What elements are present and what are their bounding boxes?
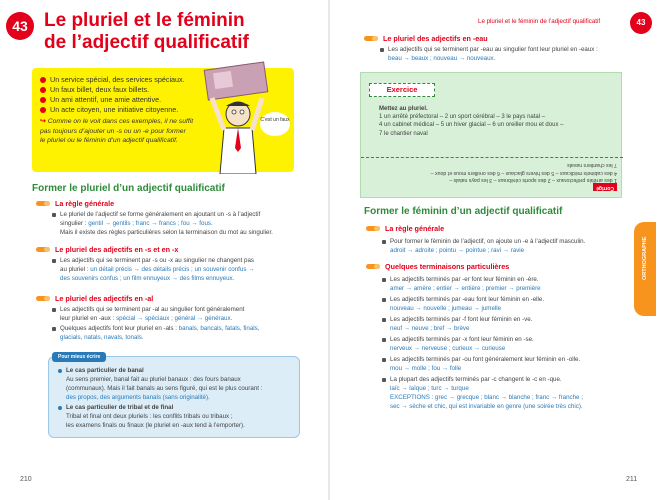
- intro-line: Un ami attentif, une amie attentive.: [40, 95, 286, 105]
- square-bullet-icon: [52, 259, 56, 263]
- square-bullet-icon: [382, 240, 386, 244]
- side-tab-label: ORTHOGRAPHE: [642, 236, 648, 280]
- plural-als-text: Quelques adjectifs font leur pluriel en -als : banals, bancals, fatals, finals, glacials, natals, navals, tonals.: [60, 325, 260, 341]
- exercise-title: Exercice: [369, 83, 435, 97]
- exercise-question: Mettez au pluriel. 1 un arrêté préfectoral – 2 un sport cérébral – 3 le pays natal – 4 un cabinet médical – 5 un hiver glacial – 6 un oreiller mou et doux – 7 le chantier naval: [379, 106, 564, 137]
- arrow-icon: ↪: [40, 118, 46, 125]
- intro-line: Un service spécial, des services spéciaux.: [40, 75, 286, 85]
- tip-text-banal: Au sens premier, banal fait au pluriel banaux : des fours banaux (communaux). Mais il fait banals au sens figuré, qui est le plus courant : des propos, des arguments banals (sans originalité).: [66, 376, 263, 401]
- chapter-number-badge: 43: [6, 12, 34, 40]
- section-title-plural: Former le pluriel d’un adjectif qualificatif: [32, 183, 225, 194]
- rule-general-heading: La règle générale: [36, 199, 114, 208]
- intro-line: Un faux billet, deux faux billets.: [40, 85, 286, 95]
- square-bullet-icon: [382, 338, 386, 342]
- feminine-rule-text: Pour former le féminin de l’adjectif, on ajoute un -e à l’adjectif masculin. adroit → adroite ; pointu → pointue ; ravi → ravie: [390, 238, 586, 254]
- ending-c-text: La plupart des adjectifs terminés par -c changent le -c en -que. laïc → laïque ; turc → turque EXCEPTIONS : grec → grecque ; blanc → blanche ; franc → franche ; sec → sèche et chic, qui est invariable en genre (une soirée très chic).: [390, 376, 583, 410]
- page-number-right: 211: [626, 476, 638, 483]
- ending-f-text: Les adjectifs terminés par -f font leur féminin en -ve. neuf → neuve ; bref → brève: [390, 316, 533, 332]
- speech-bubble: C’est un faux: [260, 112, 290, 136]
- tip-heading-tribal: Le cas particulier de tribal et de final: [66, 404, 174, 411]
- page-number-left: 210: [20, 476, 32, 483]
- chapter-number-badge-right: 43: [630, 12, 652, 34]
- tip-text-tribal: Tribal et final ont deux pluriels : les conflits tribals ou tribaux ; les examens finals ou finaux (le pluriel en -aux tend à l’emporter).: [66, 413, 245, 429]
- rule-general-text: Le pluriel de l’adjectif se forme généralement en ajoutant un -s à l’adjectif singulier : gentil → gentils ; franc → francs ; fou → fous. Mais il existe des règles particulières selon la terminaison du mot au singulier.: [60, 211, 273, 236]
- square-bullet-icon: [382, 358, 386, 362]
- plural-al-text: Les adjectifs qui se terminent par -al au singulier font généralement leur pluriel en -aux : spécial → spéciaux ; général → généraux.: [60, 306, 245, 322]
- bullet-pill-icon: [36, 247, 50, 252]
- plural-eau-text: Les adjectifs qui se terminent par -eau au singulier font leur pluriel en -eaux : beau → beaux ; nouveau → nouveaux.: [388, 46, 598, 62]
- bullet-pill-icon: [36, 201, 50, 206]
- ending-eau-text: Les adjectifs terminés par -eau font leur féminin en -elle. nouveau → nouvelle ; jumeau → jumelle: [390, 296, 545, 312]
- square-bullet-icon: [380, 48, 384, 52]
- ending-x-text: Les adjectifs terminés par -x font leur féminin en -se. nerveux → nerveuse ; curieux → curieuse: [390, 336, 534, 352]
- intro-note: ↪ Comme on le voit dans ces exemples, il ne suffit pas toujours d’ajouter un -s ou un -e pour former le pluriel ou le féminin d’un adjectif qualificatif.: [40, 118, 194, 144]
- plural-s-x-heading: Le pluriel des adjectifs en -s et en -x: [36, 245, 178, 254]
- tip-heading-banal: Le cas particulier de banal: [66, 367, 144, 374]
- bullet-pill-icon: [366, 264, 380, 269]
- bullet-pill-icon: [364, 36, 378, 41]
- intro-box: [32, 68, 294, 172]
- square-bullet-icon: [52, 327, 56, 331]
- intro-line: Un acte citoyen, une initiative citoyenne.: [40, 105, 286, 115]
- right-page: [330, 0, 659, 500]
- left-page: [0, 0, 329, 500]
- ending-ou-text: Les adjectifs terminés par -ou font généralement leur féminin en -olle. mou → molle ; fou → folle: [390, 356, 581, 372]
- bullet-pill-icon: [366, 226, 380, 231]
- round-bullet-icon: [58, 369, 62, 373]
- square-bullet-icon: [382, 278, 386, 282]
- square-bullet-icon: [382, 378, 386, 382]
- square-bullet-icon: [52, 213, 56, 217]
- feminine-rule-heading: La règle générale: [366, 224, 444, 233]
- square-bullet-icon: [382, 298, 386, 302]
- ending-er-text: Les adjectifs terminés par -er font leur féminin en -ère. amer → amère ; entier → entière ; premier → première: [390, 276, 541, 292]
- square-bullet-icon: [52, 308, 56, 312]
- tip-box-tab: Pour mieux écrire: [52, 352, 106, 362]
- round-bullet-icon: [58, 406, 62, 410]
- exercise-answer-upside-down: Corrigé 1 des arrêtés préfectoraux – 2 des sports cérébraux – 3 les pays natals – 4 des cabinets médicaux – 5 des hivers glaciaux – 6 des oreillers mous et doux – 7 les chantiers navals: [430, 162, 617, 191]
- running-head: Le pluriel et le féminin de l’adjectif qualificatif: [478, 18, 601, 25]
- plural-s-x-text: Les adjectifs qui se terminent par -s ou -x au singulier ne changent pas au pluriel : un détail précis → des détails précis ; un souvenir confus → des souvenirs confus ; un film ennuyeux → des films ennuyeux.: [60, 257, 255, 282]
- cut-line: [361, 157, 623, 158]
- chapter-title: Le pluriel et le féminin de l’adjectif qualificatif: [44, 10, 249, 53]
- endings-heading: Quelques terminaisons particulières: [366, 262, 509, 271]
- plural-eau-heading: Le pluriel des adjectifs en -eau: [364, 34, 488, 43]
- bullet-pill-icon: [36, 296, 50, 301]
- section-title-feminine: Former le féminin d’un adjectif qualificatif: [364, 206, 563, 217]
- square-bullet-icon: [382, 318, 386, 322]
- plural-al-heading: Le pluriel des adjectifs en -al: [36, 294, 153, 303]
- exercise-box: [360, 72, 622, 198]
